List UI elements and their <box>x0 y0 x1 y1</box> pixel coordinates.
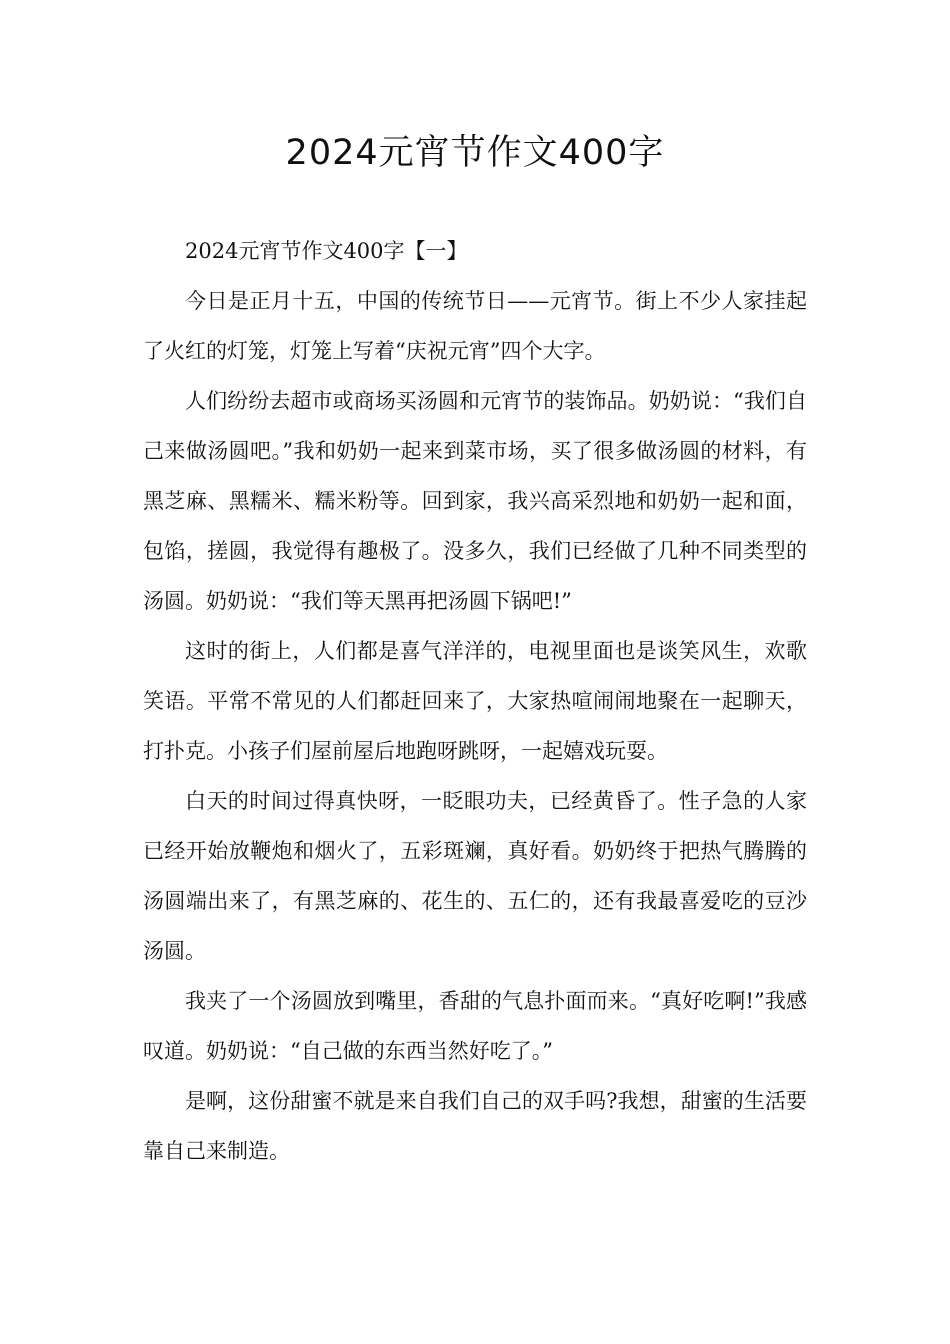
section-heading: 2024元宵节作文400字【一】 <box>185 239 468 263</box>
paragraph-5: 我夹了一个汤圆放到嘴里，香甜的气息扑面而来。“真好吃啊!”我感叹道。奶奶说：“自己做的东西当然好吃了。” <box>143 989 807 1063</box>
paragraph-6: 是啊，这份甜蜜不就是来自我们自己的双手吗?我想，甜蜜的生活要靠自己来制造。 <box>143 1089 807 1163</box>
paragraph-1: 今日是正月十五，中国的传统节日——元宵节。街上不少人家挂起了火红的灯笼，灯笼上写着“庆祝元宵”四个大字。 <box>143 289 807 363</box>
document-body <box>143 226 807 1176</box>
paragraph-3: 这时的街上，人们都是喜气洋洋的，电视里面也是谈笑风生，欢歌笑语。平常不常见的人们都赶回来了，大家热喧闹闹地聚在一起聊天，打扑克。小孩子们屋前屋后地跑呀跳呀，一起嬉戏玩耍。 <box>143 639 807 763</box>
document-title: 2024元宵节作文400字 <box>285 133 665 173</box>
paragraph-2: 人们纷纷去超市或商场买汤圆和元宵节的装饰品。奶奶说：“我们自己来做汤圆吧。”我和奶奶一起来到菜市场，买了很多做汤圆的材料，有黑芝麻、黑糯米、糯米粉等。回到家，我兴高采烈地和奶奶一起和面，包馅，搓圆，我觉得有趣极了。没多久，我们已经做了几种不同类型的汤圆。奶奶说：“我们等天黑再把汤圆下锅吧!” <box>143 389 807 613</box>
paragraph-4: 白天的时间过得真快呀，一眨眼功夫，已经黄昏了。性子急的人家已经开始放鞭炮和烟火了，五彩斑斓，真好看。奶奶终于把热气腾腾的汤圆端出来了，有黑芝麻的、花生的、五仁的，还有我最喜爱吃的豆沙汤圆。 <box>143 789 807 963</box>
